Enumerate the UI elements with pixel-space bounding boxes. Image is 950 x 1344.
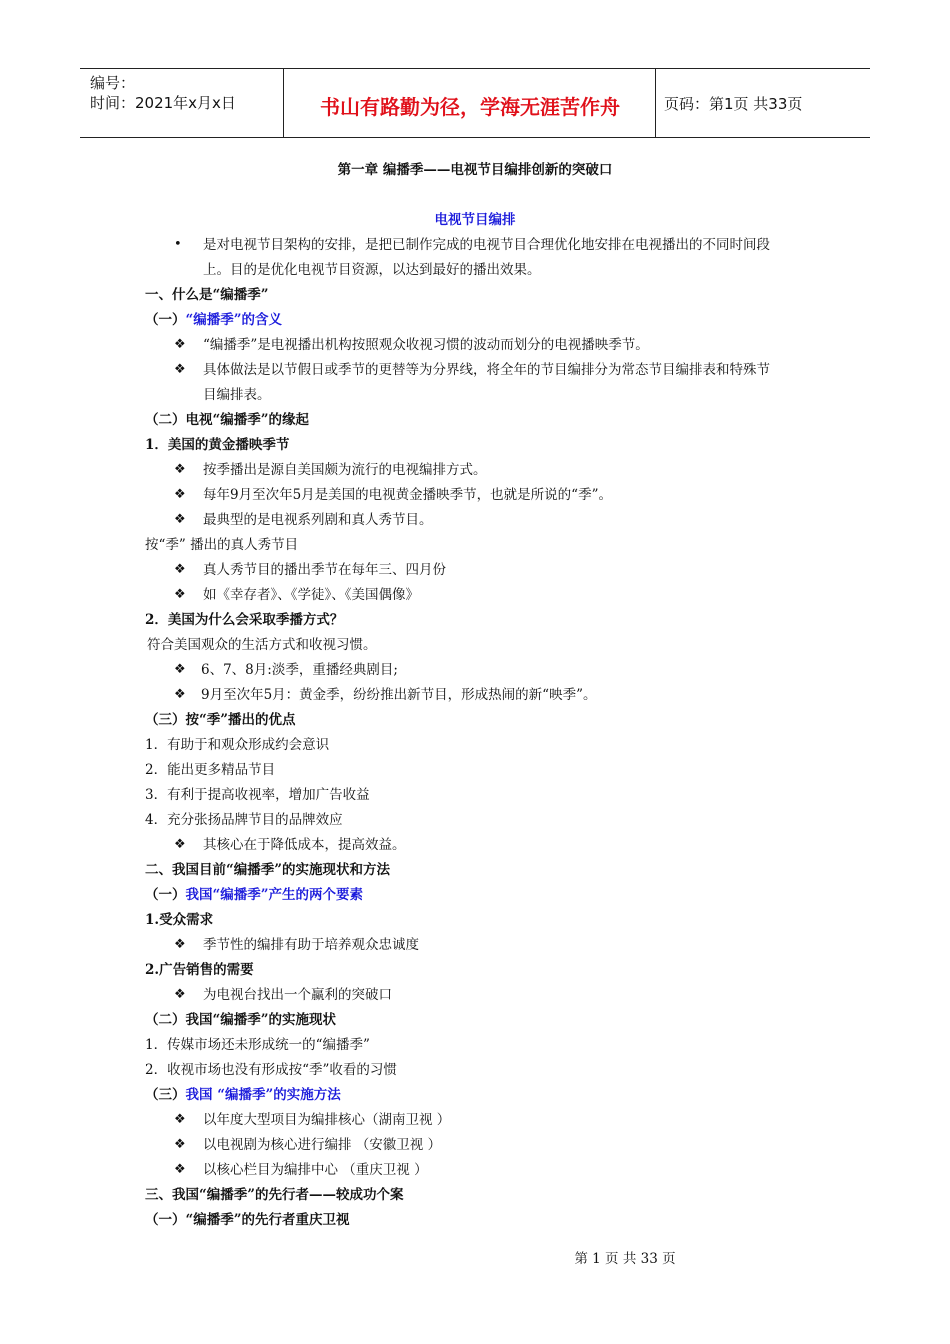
header-table xyxy=(80,68,870,138)
heading-text: 我国 “编播季”的实施方法 xyxy=(185,1087,341,1103)
heading-3: 1.受众需求 xyxy=(145,912,214,928)
heading-2 xyxy=(145,311,282,329)
list-item: 以核心栏目为编排中心 （重庆卫视 ） xyxy=(203,1162,428,1178)
heading-text: “编播季”的含义 xyxy=(185,312,283,328)
diamond-bullet-icon: ❖ xyxy=(174,587,186,602)
numbered-item: 1．传媒市场还未形成统一的“编播季” xyxy=(145,1037,370,1053)
diamond-bullet-icon: ❖ xyxy=(174,987,186,1002)
heading-3: 2.广告销售的需要 xyxy=(145,962,254,978)
heading-2: （一）“编播季”的先行者重庆卫视 xyxy=(145,1212,350,1228)
time-label: 时间：2021年x月x日 xyxy=(90,94,236,112)
section-title: 电视节目编排 xyxy=(434,212,516,228)
intro-line: 上。目的是优化电视节目资源，以达到最好的播出效果。 xyxy=(203,262,541,278)
numbered-item: 4．充分张扬品牌节目的品牌效应 xyxy=(145,812,343,828)
list-item: 真人秀节目的播出季节在每年三、四月份 xyxy=(203,562,446,578)
intro-line: 是对电视节目架构的安排，是把已制作完成的电视节目合理优化地安排在电视播出的不同时间段 xyxy=(203,237,770,253)
heading-2: （二）电视“编播季”的缘起 xyxy=(145,412,310,428)
page-label: 页码：第1页 共33页 xyxy=(664,95,803,113)
diamond-bullet-icon: ❖ xyxy=(174,837,186,852)
heading-3: 1．美国的黄金播映季节 xyxy=(145,437,290,453)
paragraph: 符合美国观众的生活方式和收视习惯。 xyxy=(147,637,377,653)
list-item: 以电视剧为核心进行编排 （安徽卫视 ） xyxy=(203,1137,442,1153)
list-item: 为电视台找出一个赢利的突破口 xyxy=(203,987,392,1003)
list-item: 以年度大型项目为编排核心（湖南卫视 ） xyxy=(203,1112,451,1128)
diamond-bullet-icon: ❖ xyxy=(174,362,186,377)
list-item: 6、7、8月:淡季，重播经典剧目; xyxy=(201,662,398,678)
heading-1: 一、什么是“编播季” xyxy=(145,287,269,303)
diamond-bullet-icon: ❖ xyxy=(174,512,186,527)
chapter-title: 第一章 编播季——电视节目编排创新的突破口 xyxy=(337,162,613,178)
heading-2 xyxy=(145,1086,341,1104)
numbered-item: 2．收视市场也没有形成按“季”收看的习惯 xyxy=(145,1062,397,1078)
heading-prefix: （一） xyxy=(145,887,186,903)
numbered-item: 3．有利于提高收视率，增加广告收益 xyxy=(145,787,370,803)
number-label: 编号： xyxy=(90,74,136,92)
list-item: 按季播出是源自美国颇为流行的电视编排方式。 xyxy=(203,462,487,478)
diamond-bullet-icon: ❖ xyxy=(174,462,186,477)
list-item: 最典型的是电视系列剧和真人秀节目。 xyxy=(203,512,433,528)
diamond-bullet-icon: ❖ xyxy=(174,1112,186,1127)
heading-prefix: （三） xyxy=(145,1087,186,1103)
heading-text: 我国“编播季”产生的两个要素 xyxy=(185,887,364,903)
list-item: 如《幸存者》、《学徒》、《美国偶像》 xyxy=(203,587,419,603)
list-item: 具体做法是以节假日或季节的更替等为分界线，将全年的节目编排分为常态节目编排表和特殊节 xyxy=(203,362,770,378)
list-item-continuation: 目编排表。 xyxy=(203,387,271,403)
diamond-bullet-icon: ❖ xyxy=(174,487,186,502)
diamond-bullet-icon: ❖ xyxy=(174,1162,186,1177)
diamond-bullet-icon: ❖ xyxy=(174,337,186,352)
heading-2 xyxy=(145,886,363,904)
diamond-bullet-icon: ❖ xyxy=(174,1137,186,1152)
list-item: 9月至次年5月：黄金季，纷纷推出新节目，形成热闹的新“映季”。 xyxy=(201,687,597,703)
bullet-icon: • xyxy=(174,237,182,252)
diamond-bullet-icon: ❖ xyxy=(174,937,186,952)
heading-prefix: （一） xyxy=(145,312,186,328)
list-item: 每年9月至次年5月是美国的电视黄金播映季节，也就是所说的“季”。 xyxy=(203,487,612,503)
heading-2: （二）我国“编播季”的实施现状 xyxy=(145,1012,337,1028)
numbered-item: 1．有助于和观众形成约会意识 xyxy=(145,737,330,753)
header-meta xyxy=(90,73,236,113)
numbered-item: 2．能出更多精品节目 xyxy=(145,762,276,778)
page-footer: 第 1 页 共 33 页 xyxy=(574,1251,676,1267)
heading-1: 三、我国“编播季”的先行者——较成功个案 xyxy=(145,1187,404,1203)
paragraph: 按“季” 播出的真人秀节目 xyxy=(145,537,299,553)
list-item: “编播季”是电视播出机构按照观众收视习惯的波动而划分的电视播映季节。 xyxy=(203,337,649,353)
diamond-bullet-icon: ❖ xyxy=(174,562,186,577)
heading-1: 二、我国目前“编播季”的实施现状和方法 xyxy=(145,862,391,878)
motto: 书山有路勤为径，学海无涯苦作舟 xyxy=(320,95,620,119)
diamond-bullet-icon: ❖ xyxy=(174,687,186,702)
list-item: 季节性的编排有助于培养观众忠诚度 xyxy=(203,937,419,953)
heading-3: 2．美国为什么会采取季播方式？ xyxy=(145,612,344,628)
list-item: 其核心在于降低成本，提高效益。 xyxy=(203,837,406,853)
heading-2: （三）按“季”播出的优点 xyxy=(145,712,296,728)
diamond-bullet-icon: ❖ xyxy=(174,662,186,677)
